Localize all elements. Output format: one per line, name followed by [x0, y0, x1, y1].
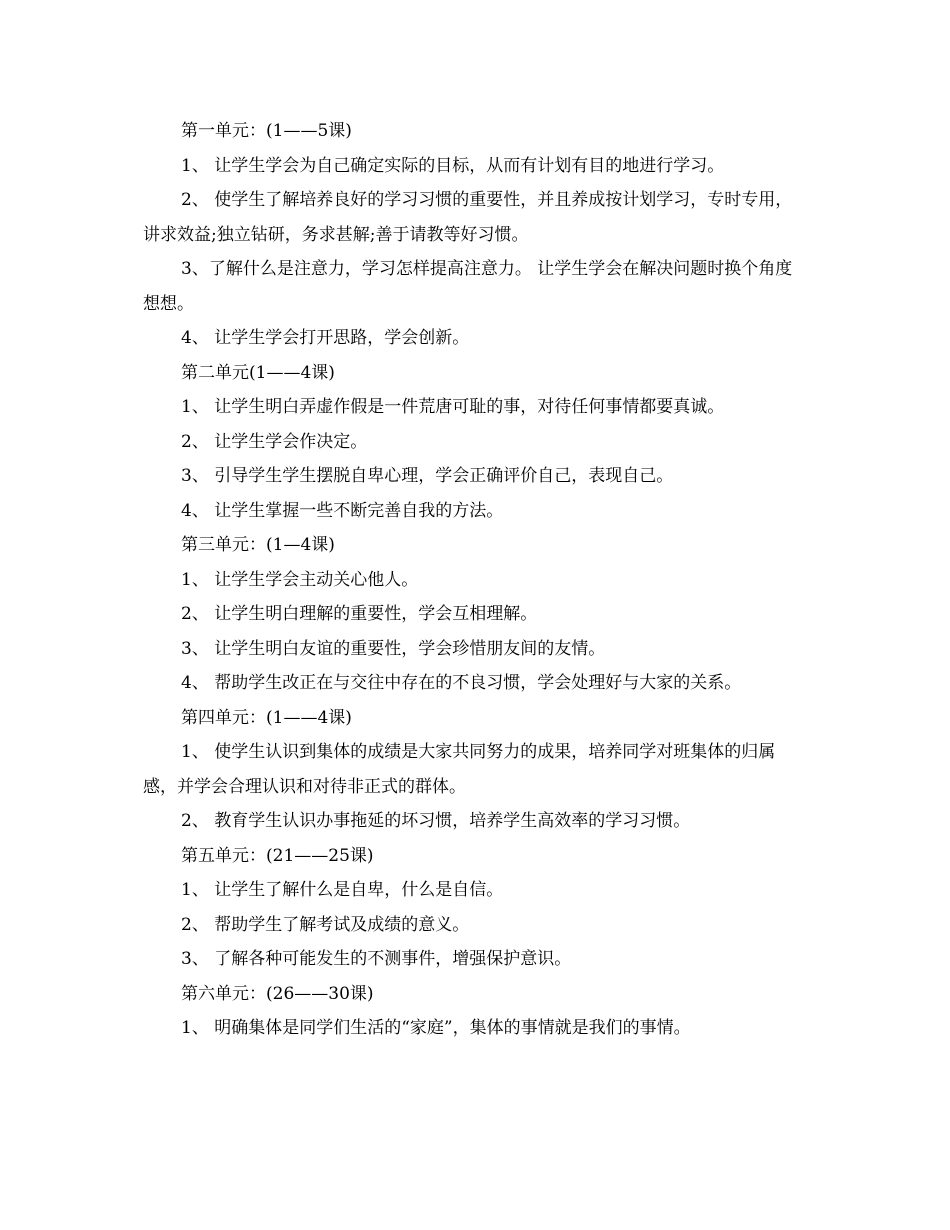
unit-heading: 第四单元：(1——4课) [181, 707, 352, 728]
list-item: 1、 让学生学会主动关心他人。 [181, 569, 419, 590]
list-item: 4、 让学生掌握一些不断完善自我的方法。 [181, 500, 504, 521]
list-item: 1、 让学生了解什么是自卑，什么是自信。 [181, 880, 504, 900]
list-item: 2、 帮助学生了解考试及成绩的意义。 [181, 914, 470, 935]
list-item: 3、 让学生明白友谊的重要性，学会珍惜朋友间的友情。 [181, 638, 606, 659]
list-item: 4、 让学生学会打开思路，学会创新。 [181, 328, 470, 348]
unit-heading: 第二单元(1——4课) [181, 362, 335, 383]
list-item: 4、 帮助学生改正在与交往中存在的不良习惯，学会处理好与大家的关系。 [181, 673, 742, 693]
list-item: 3、 引导学生学生摆脱自卑心理，学会正确评价自己，表现自己。 [181, 466, 674, 486]
list-item: 2、 让学生明白理解的重要性，学会互相理解。 [181, 604, 538, 624]
unit-heading: 第三单元：(1—4课) [181, 535, 335, 555]
list-item: 2、 使学生了解培养良好的学习习惯的重要性，并且养成按计划学习，专时专用，讲求效益;独立钻研，务求甚解;善于请教等好习惯。 [143, 190, 793, 245]
list-item: 1、 使学生认识到集体的成绩是大家共同努力的成果，培养同学对班集体的归属感，并学会合理认识和对待非正式的群体。 [143, 742, 776, 797]
unit-heading: 第一单元：(1——5课) [181, 121, 352, 141]
list-item: 3、 了解各种可能发生的不测事件，增强保护意识。 [181, 949, 572, 969]
unit-heading: 第五单元：(21——25课) [181, 845, 374, 866]
document-body [143, 114, 803, 1046]
list-item: 1、 明确集体是同学们生活的“家庭”，集体的事情就是我们的事情。 [181, 1018, 691, 1038]
unit-heading: 第六单元：(26——30课) [181, 983, 374, 1004]
list-item: 3、了解什么是注意力，学习怎样提高注意力。 让学生学会在解决问题时换个角度想想。 [143, 259, 793, 314]
list-item: 1、 让学生学会为自己确定实际的目标，从而有计划有目的地进行学习。 [181, 155, 725, 176]
list-item: 2、 教育学生认识办事拖延的坏习惯，培养学生高效率的学习习惯。 [181, 811, 691, 831]
list-item: 2、 让学生学会作决定。 [181, 431, 368, 452]
list-item: 1、 让学生明白弄虚作假是一件荒唐可耻的事，对待任何事情都要真诚。 [181, 397, 725, 417]
